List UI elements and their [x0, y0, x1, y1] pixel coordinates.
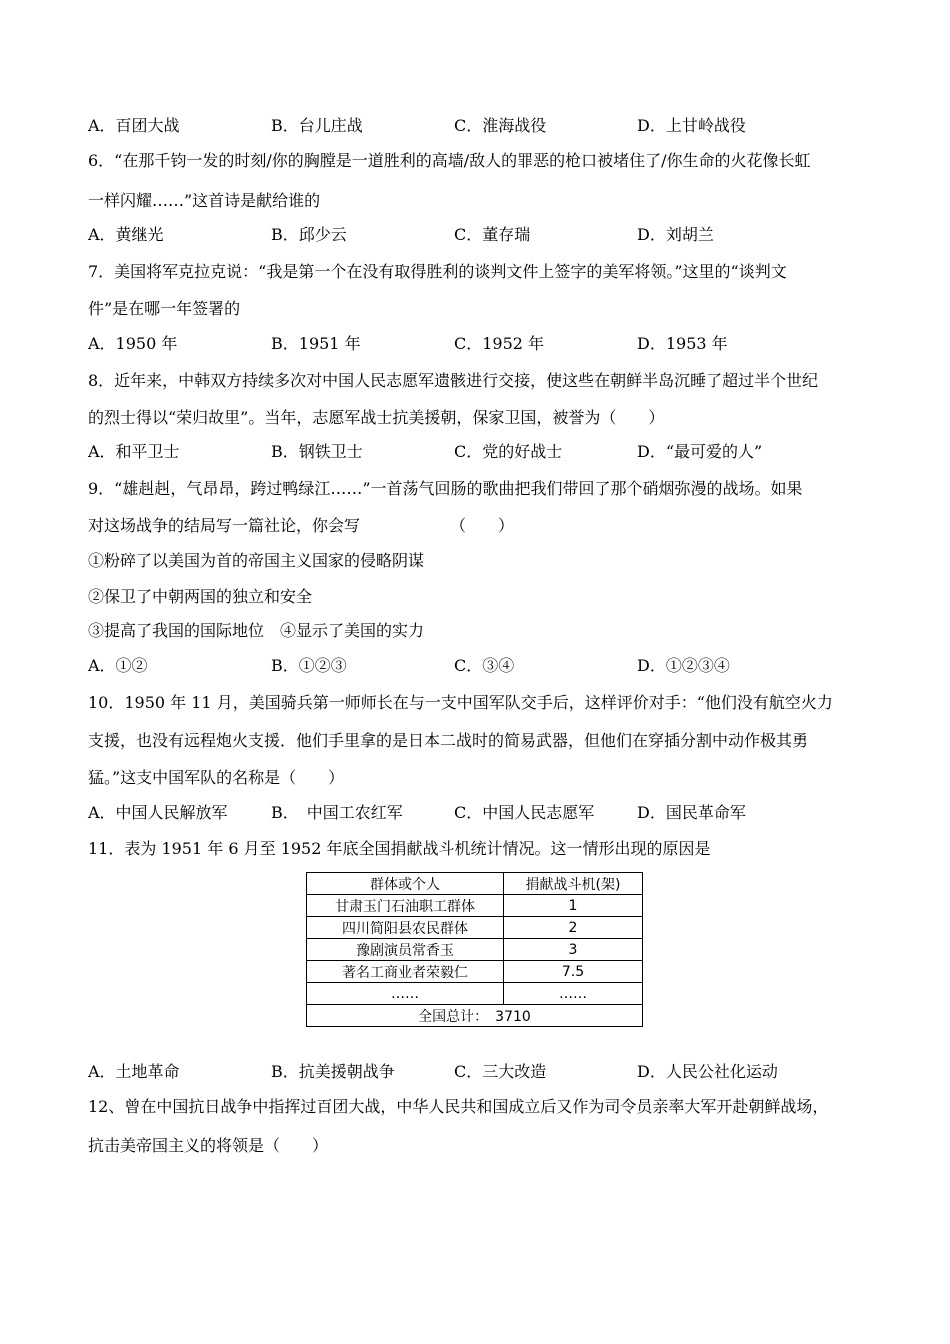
q7-options: [88, 334, 888, 354]
table-cell-group: 四川简阳县农民群体: [307, 917, 504, 939]
q5-option-b[interactable]: B．台儿庄战: [271, 116, 363, 135]
table-row: [307, 983, 643, 1005]
q7-option-c[interactable]: C．1952 年: [454, 334, 545, 353]
table-cell-count: ……: [504, 983, 643, 1005]
q11-option-b[interactable]: B．抗美援朝战争: [271, 1062, 395, 1081]
q6-option-a[interactable]: A．黄继光: [88, 225, 164, 244]
q6-option-d[interactable]: D．刘胡兰: [637, 225, 714, 244]
q10-option-a[interactable]: A．中国人民解放军: [88, 803, 228, 822]
table-cell-count: 7.5: [504, 961, 643, 983]
q12-stem-line2: 抗击美帝国主义的将领是（ ）: [88, 1136, 329, 1155]
table-header-group: 群体或个人: [307, 873, 504, 895]
q10-option-d[interactable]: D．国民革命军: [637, 803, 746, 822]
q10-option-c[interactable]: C．中国人民志愿军: [454, 803, 595, 822]
q8-stem-line1: 8．近年来，中韩双方持续多次对中国人民志愿军遗骸进行交接，使这些在朝鲜半岛沉睡了超过半个世纪: [88, 371, 819, 390]
q7-option-b[interactable]: B．1951 年: [271, 334, 361, 353]
q6-stem-line2: 一样闪耀……”这首诗是献给谁的: [88, 191, 321, 210]
table-row: [307, 895, 643, 917]
q11-option-c[interactable]: C．三大改造: [454, 1062, 547, 1081]
q9-stem-line1: 9．“雄赳赳，气昂昂，跨过鸭绿江……”一首荡气回肠的歌曲把我们带回了那个硝烟弥漫的战场。如果: [88, 479, 803, 498]
q8-option-d[interactable]: D．“最可爱的人”: [637, 442, 763, 461]
table-header-count: 捐献战斗机(架): [504, 873, 643, 895]
donation-table: [306, 872, 643, 1027]
q9-answer-paren: （ ）: [450, 516, 515, 535]
table-cell-group: 甘肃玉门石油职工群体: [307, 895, 504, 917]
q9-item-3: ③提高了我国的国际地位 ④显示了美国的实力: [88, 621, 425, 640]
table-cell-count: 1: [504, 895, 643, 917]
q10-options: [88, 803, 888, 823]
q10-option-b[interactable]: B． 中国工农红军: [271, 803, 403, 822]
table-total-row: [307, 1005, 643, 1027]
q9-stem-line2: [88, 516, 514, 536]
q5-option-d[interactable]: D．上甘岭战役: [637, 116, 746, 135]
q10-stem-line1: 10．1950 年 11 月，美国骑兵第一师师长在与一支中国军队交手后，这样评价对手：“他们没有航空火力: [88, 693, 833, 712]
q6-options: [88, 225, 888, 245]
q7-option-d[interactable]: D．1953 年: [637, 334, 728, 353]
q11-option-d[interactable]: D．人民公社化运动: [637, 1062, 778, 1081]
table-row: [307, 961, 643, 983]
q8-stem-line2: 的烈士得以“荣归故里”。当年，志愿军战士抗美援朝，保家卫国，被誉为（ ）: [88, 408, 665, 427]
q9-option-c[interactable]: C．③④: [454, 656, 515, 675]
q9-stem-text: 对这场战争的结局写一篇社论，你会写: [88, 516, 361, 535]
q11-option-a[interactable]: A．土地革命: [88, 1062, 180, 1081]
table-row: [307, 939, 643, 961]
q9-item-1: ①粉碎了以美国为首的帝国主义国家的侵略阴谋: [88, 551, 425, 570]
table-cell-group: 豫剧演员常香玉: [307, 939, 504, 961]
table-cell-count: 3: [504, 939, 643, 961]
q6-option-b[interactable]: B．邱少云: [271, 225, 347, 244]
table-cell-group: 著名工商业者荣毅仁: [307, 961, 504, 983]
table-header-row: [307, 873, 643, 895]
q10-stem-line2: 支援，也没有远程炮火支援．他们手里拿的是日本二战时的简易武器，但他们在穿插分割中动作极其勇: [88, 731, 809, 750]
q5-option-c[interactable]: C．淮海战役: [454, 116, 547, 135]
table-cell-count: 2: [504, 917, 643, 939]
table-cell-group: ……: [307, 983, 504, 1005]
q8-option-b[interactable]: B．钢铁卫士: [271, 442, 363, 461]
q11-options: [88, 1062, 888, 1082]
q6-option-c[interactable]: C．董存瑞: [454, 225, 531, 244]
table-row: [307, 917, 643, 939]
q11-stem: 11．表为 1951 年 6 月至 1952 年底全国捐献战斗机统计情况。这一情形出现的原因是: [88, 839, 711, 858]
q9-option-b[interactable]: B．①②③: [271, 656, 347, 675]
q7-option-a[interactable]: A．1950 年: [88, 334, 178, 353]
q9-options: [88, 656, 888, 676]
q8-option-c[interactable]: C．党的好战士: [454, 442, 563, 461]
q8-option-a[interactable]: A．和平卫士: [88, 442, 180, 461]
q5-options: [88, 116, 888, 136]
q7-stem-line2: 件”是在哪一年签署的: [88, 299, 241, 318]
q6-stem-line1: 6．“在那千钧一发的时刻/你的胸膛是一道胜利的高墙/敌人的罪恶的枪口被堵住了/你生命的火花像长虹: [88, 151, 811, 170]
q9-option-d[interactable]: D．①②③④: [637, 656, 730, 675]
q7-stem-line1: 7．美国将军克拉克说：“我是第一个在没有取得胜利的谈判文件上签字的美军将领。”这里的“谈判文: [88, 262, 787, 281]
table-total: 全国总计： 3710: [307, 1005, 643, 1027]
q12-stem-line1: 12、曾在中国抗日战争中指挥过百团大战，中华人民共和国成立后又作为司令员亲率大军开赴朝鲜战场，: [88, 1097, 829, 1116]
q9-item-2: ②保卫了中朝两国的独立和安全: [88, 587, 313, 606]
q10-stem-line3: 猛。”这支中国军队的名称是（ ）: [88, 768, 345, 787]
q9-option-a[interactable]: A．①②: [88, 656, 148, 675]
q5-option-a[interactable]: A．百团大战: [88, 116, 180, 135]
q8-options: [88, 442, 888, 462]
